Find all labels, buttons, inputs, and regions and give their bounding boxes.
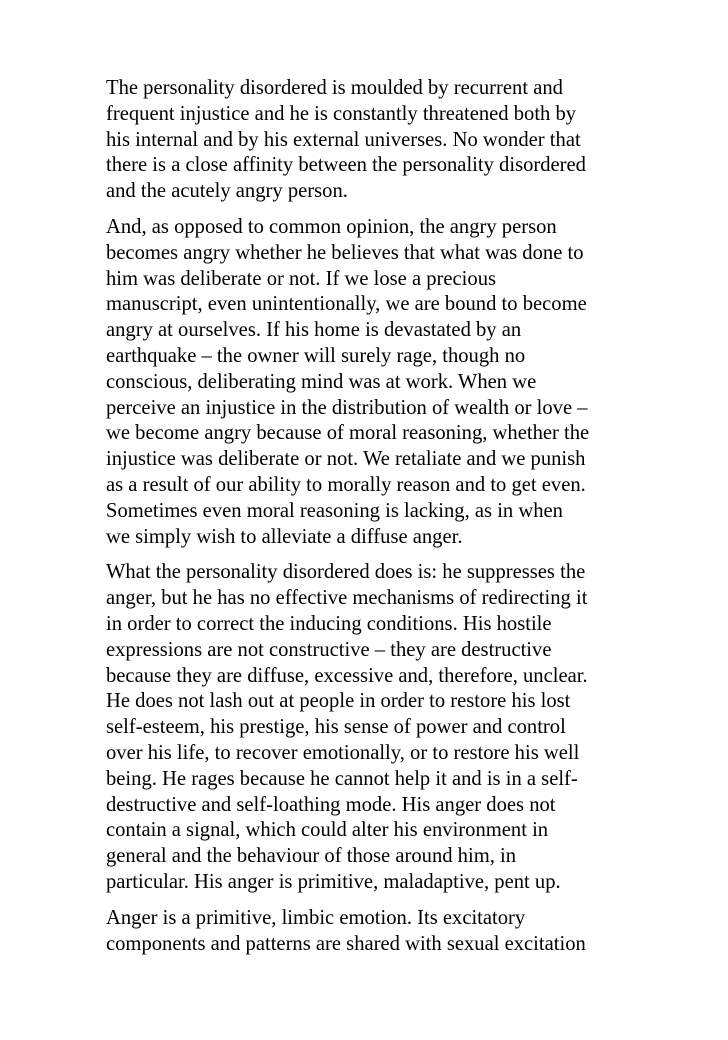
text-line: we simply wish to alleviate a diffuse anger. [106,525,463,548]
text-line: manuscript, even unintentionally, we are bound to become [106,293,587,316]
text-line: He does not lash out at people in order to restore his lost [106,690,571,713]
text-line: angry at ourselves. If his home is devastated by an [106,319,522,342]
paragraph-4 [106,906,626,958]
text-line: in order to correct the inducing conditions. His hostile [106,612,552,635]
text-line: contain a signal, which could alter his environment in [106,819,549,842]
paragraph-3 [106,560,626,895]
text-line: expressions are not constructive – they are destructive [106,638,552,661]
text-line: there is a close affinity between the personality disordered [106,154,586,177]
text-line: earthquake – the owner will surely rage, though no [106,344,526,367]
text-line: anger, but he has no effective mechanisms of redirecting it [106,587,588,610]
text-line: conscious, deliberating mind was at work. When we [106,370,537,393]
text-line: as a result of our ability to morally reason and to get even. [106,473,586,496]
text-line: And, as opposed to common opinion, the angry person [106,215,557,238]
text-line: over his life, to recover emotionally, or to restore his well [106,741,580,764]
text-line: frequent injustice and he is constantly threatened both by [106,102,577,125]
text-line: him was deliberate or not. If we lose a precious [106,267,497,290]
paragraph-1 [106,76,626,205]
text-line: destructive and self-loathing mode. His anger does not [106,793,556,816]
document-page [106,76,626,967]
text-line: his internal and by his external universes. No wonder that [106,128,581,151]
text-line: being. He rages because he cannot help it and is in a self- [106,767,578,790]
text-line: injustice was deliberate or not. We retaliate and we punish [106,448,586,471]
text-line: What the personality disordered does is: he suppresses the [106,561,586,584]
text-line: The personality disordered is moulded by recurrent and [106,77,563,99]
text-line: because they are diffuse, excessive and, therefore, unclear. [106,664,588,687]
text-line: general and the behaviour of those around him, in [106,845,517,868]
text-line: particular. His anger is primitive, maladaptive, pent up. [106,870,561,893]
text-line: self-esteem, his prestige, his sense of power and control [106,716,566,739]
text-line: and the acutely angry person. [106,180,348,203]
paragraph-2 [106,215,626,550]
text-line: Sometimes even moral reasoning is lacking, as in when [106,499,563,522]
text-line: perceive an injustice in the distribution of wealth or love – [106,396,588,419]
text-line: becomes angry whether he believes that what was done to [106,241,584,264]
text-line: Anger is a primitive, limbic emotion. Its excitatory [106,906,526,929]
text-line: components and patterns are shared with sexual excitation [106,932,586,955]
text-line: we become angry because of moral reasoning, whether the [106,422,590,445]
